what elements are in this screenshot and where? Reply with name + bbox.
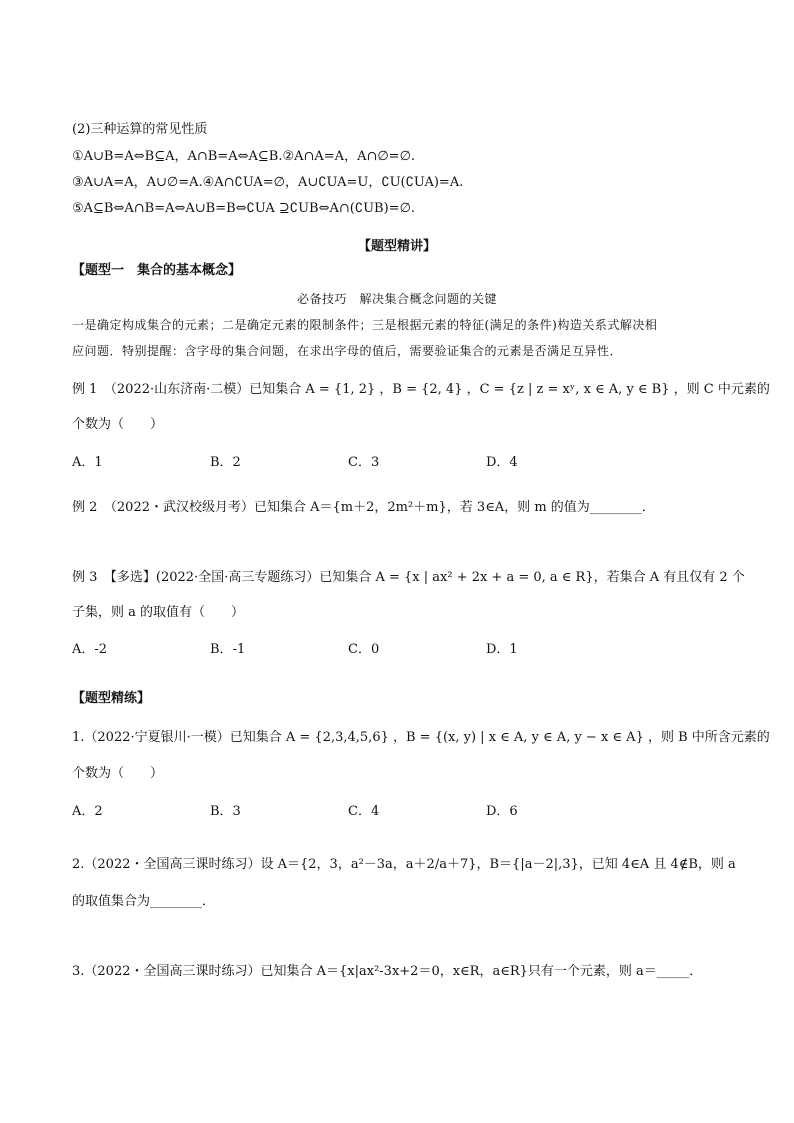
properties-heading: (2)三种运算的常见性质: [72, 122, 208, 137]
example-3-line-2: 子集，则 a 的取值有（ ）: [72, 605, 245, 620]
practice-1-line-2: 个数为（ ）: [72, 766, 164, 781]
option-c: C．3: [348, 455, 380, 470]
option-d: D．6: [486, 804, 518, 819]
option-b: B．3: [210, 804, 241, 819]
example-1-line-2: 个数为（ ）: [72, 417, 164, 432]
property-line-2: ③A∪A=A，A∪∅=A.④A∩∁UA=∅，A∪∁UA=U，∁U(∁UA)=A.: [72, 175, 464, 190]
type1-title: 【题型一 集合的基本概念】: [72, 263, 242, 278]
option-b: B．-1: [210, 642, 246, 657]
example-3-line-1: 例 3 【多选】(2022·全国·高三专题练习）已知集合 A = {x | ax² + 2x + a = 0, a ∈ R}，若集合 A 有且仅有 2 个: [72, 570, 745, 585]
property-line-3: ⑤A⊆B⇔A∩B=A⇔A∪B=B⇔∁UA ⊇∁UB⇔A∩(∁UB)=∅.: [72, 201, 416, 216]
option-a: A．1: [72, 455, 103, 470]
practice-3-line-1: 3.（2022・全国高三课时练习）已知集合 A＝{x|ax²-3x+2＝0，x∈R，a∈R}只有一个元素，则 a＝_____．: [72, 964, 703, 979]
example-2-line-1: 例 2 （2022・武汉校级月考）已知集合 A＝{m＋2，2m²＋m}，若 3∈A，则 m 的值为________．: [72, 500, 655, 515]
option-c: C．4: [348, 804, 380, 819]
option-b: B．2: [210, 455, 241, 470]
property-line-1: ①A∪B=A⇔B⊆A，A∩B=A⇔A⊆B.②A∩A=A，A∩∅=∅.: [72, 149, 416, 164]
practice-2-line-2: 的取值集合为________．: [72, 894, 216, 909]
option-d: D．4: [486, 455, 518, 470]
skill-text-2: 应问题．特别提醒：含字母的集合问题，在求出字母的值后，需要验证集合的元素是否满足互异性．: [72, 344, 623, 358]
example-1-line-1: 例 1 （2022·山东济南·二模）已知集合 A = {1, 2} ，B = {2, 4} ，C = {z | z = xʸ, x ∈ A, y ∈ B} ，则 C 中元素的: [72, 382, 770, 397]
option-c: C．0: [348, 642, 380, 657]
option-a: A．2: [72, 804, 103, 819]
option-a: A．-2: [72, 642, 108, 657]
practice-title: 【题型精练】: [72, 691, 151, 706]
practice-1-line-1: 1.（2022·宁夏银川·一模）已知集合 A = {2,3,4,5,6} ，B = {(x, y) | x ∈ A, y ∈ A, y − x ∈ A} ，则 B 中所含元素的: [72, 730, 770, 745]
practice-2-line-1: 2.（2022・全国高三课时练习）设 A＝{2，3，a²－3a，a＋2/a＋7}，B＝{|a－2|,3}，已知 4∈A 且 4∉B，则 a: [72, 857, 736, 872]
section-title: 【题型精讲】: [357, 239, 436, 254]
skill-text-1: 一是确定构成集合的元素；二是确定元素的限制条件；三是根据元素的特征(满足的条件)构造关系式解决相: [72, 318, 658, 332]
option-d: D．1: [486, 642, 518, 657]
skill-title: 必备技巧 解决集合概念问题的关键: [296, 292, 497, 306]
